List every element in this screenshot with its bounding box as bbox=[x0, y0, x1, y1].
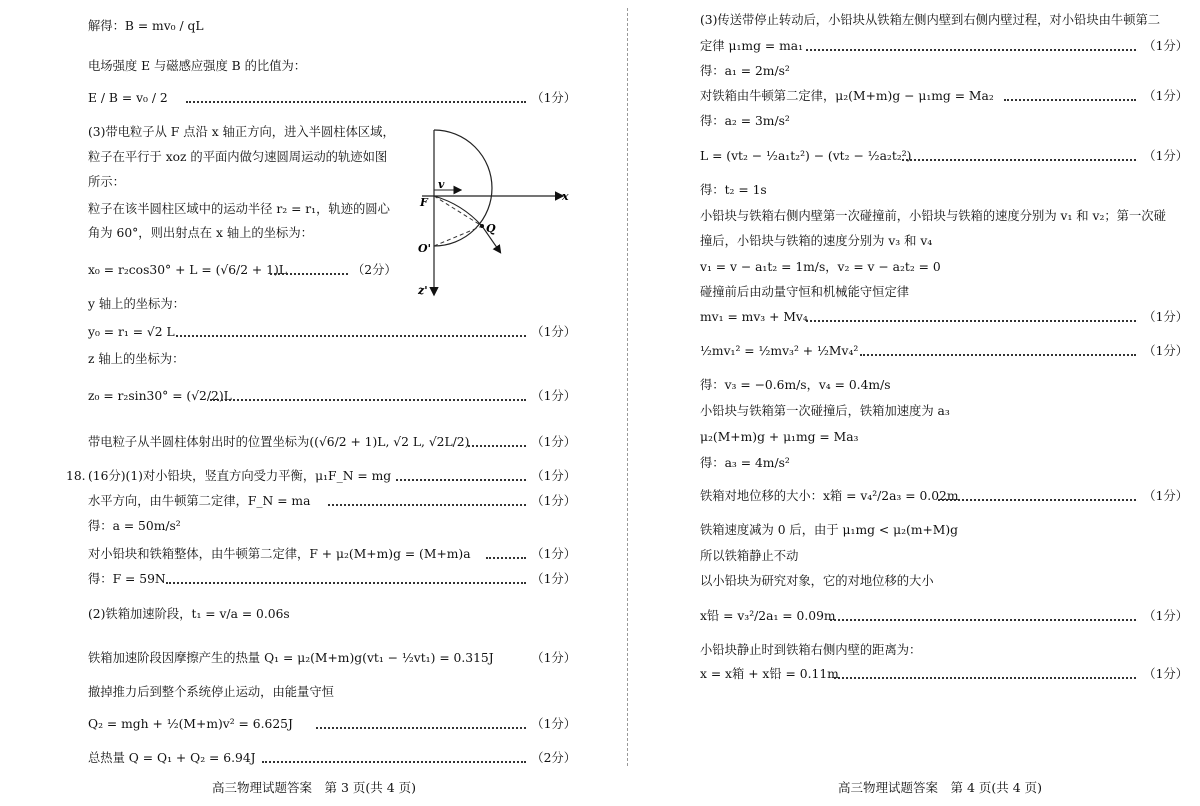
solution-line: (3)带电粒子从 F 点沿 x 轴正方向，进入半圆柱体区域， bbox=[88, 125, 395, 139]
equation: 水平方向，由牛顿第二定律，F_N = ma bbox=[88, 494, 311, 508]
score-mark: （1分） bbox=[531, 494, 576, 508]
solution-line bbox=[88, 716, 576, 732]
equation: (16分)(1)对小铅块，竖直方向受力平衡，μ₁F_N = mg bbox=[88, 469, 392, 483]
page-divider bbox=[627, 8, 629, 766]
O1-label: O' bbox=[418, 242, 431, 255]
score-mark: （1分） bbox=[1143, 89, 1188, 103]
solution-line: 撤掉推力后到整个系统停止运动，由能量守恒 bbox=[88, 685, 334, 699]
F-label: F bbox=[420, 196, 428, 209]
solution-line: 得：a = 50m/s² bbox=[88, 519, 181, 533]
equation: 对铁箱由牛顿第二定律，μ₂(M+m)g − μ₁mg = Ma₂ bbox=[700, 89, 994, 103]
solution-line bbox=[700, 309, 1188, 325]
page-footer: 高三物理试题答案 第 3 页(共 4 页) bbox=[212, 780, 417, 795]
score-mark: （1分） bbox=[531, 469, 576, 483]
dot-leader bbox=[830, 618, 1136, 621]
solution-line: 得：a₃ = 4m/s² bbox=[700, 456, 790, 470]
dot-leader bbox=[806, 319, 1136, 322]
score-mark: （1分） bbox=[1143, 310, 1188, 324]
score-mark: （1分） bbox=[531, 435, 576, 449]
solution-line: 所以铁箱静止不动 bbox=[700, 549, 799, 563]
score-mark: （1分） bbox=[531, 717, 576, 731]
solution-line: 得：a₁ = 2m/s² bbox=[700, 64, 790, 78]
dot-leader bbox=[210, 398, 526, 401]
solution-line: 小铅块与铁箱右侧内壁第一次碰撞前，小铅块与铁箱的速度分别为 v₁ 和 v₂；第一次碰 bbox=[700, 209, 1166, 223]
solution-line: 得：a₂ = 3m/s² bbox=[700, 114, 790, 128]
solution-line: 碰撞前后由动量守恒和机械能守恒定律 bbox=[700, 285, 910, 299]
solution-line bbox=[700, 488, 1188, 504]
score-mark: （1分） bbox=[1143, 609, 1188, 623]
dot-leader bbox=[166, 581, 526, 584]
equation: 定律 μ₁mg = ma₁ bbox=[700, 39, 803, 53]
solution-line: (3)传送带停止转动后，小铅块从铁箱左侧内壁到右侧内壁过程，对小铅块由牛顿第二 bbox=[700, 13, 1161, 27]
equation: Q₂ = mgh + ½(M+m)v² = 6.625J bbox=[88, 717, 293, 731]
page-footer: 高三物理试题答案 第 4 页(共 4 页) bbox=[838, 780, 1043, 795]
dot-leader bbox=[1004, 98, 1136, 101]
score-mark: （1分） bbox=[531, 325, 576, 339]
solution-line bbox=[700, 608, 1188, 624]
solution-line bbox=[88, 90, 576, 106]
solution-line bbox=[88, 606, 576, 622]
solution-line: y 轴上的坐标为： bbox=[88, 297, 185, 311]
equation: 铁箱加速阶段因摩擦产生的热量 Q₁ = μ₂(M+m)g(vt₁ − ½vt₁) = 0.315J bbox=[88, 651, 494, 665]
score-mark: （1分） bbox=[531, 389, 576, 403]
dot-leader bbox=[316, 726, 526, 729]
dot-leader bbox=[860, 353, 1136, 356]
exit-point bbox=[480, 224, 484, 228]
equation: ½mv₁² = ½mv₃² + ½Mv₄² bbox=[700, 344, 859, 358]
dot-leader bbox=[938, 498, 1136, 501]
dot-leader bbox=[902, 158, 1136, 161]
solution-line bbox=[700, 148, 1188, 164]
solution-line bbox=[700, 666, 1188, 682]
dot-leader bbox=[396, 478, 526, 481]
Q-label: Q bbox=[486, 222, 496, 235]
dot-leader bbox=[262, 760, 526, 763]
solution-line bbox=[700, 88, 1188, 104]
score-mark: （1分） bbox=[1143, 149, 1188, 163]
equation: 带电粒子从半圆柱体射出时的位置坐标为((√6/2 + 1)L, √2 L, √2L/2) bbox=[88, 435, 470, 449]
radius-line bbox=[434, 226, 482, 246]
dot-leader bbox=[270, 272, 348, 275]
solution-line: 所示： bbox=[88, 175, 125, 189]
equation: mv₁ = mv₃ + Mv₄ bbox=[700, 310, 808, 324]
solution-line: 角为 60°，则出射点在 x 轴上的坐标为： bbox=[88, 226, 313, 240]
score-mark: （1分） bbox=[531, 572, 576, 586]
score-mark: （1分） bbox=[531, 651, 576, 665]
solution-line: 粒子在该半圆柱区域中的运动半径 r₂ = r₁，轨迹的圆心 bbox=[88, 202, 390, 216]
solution-line bbox=[88, 434, 576, 450]
score-mark: （1分） bbox=[531, 91, 576, 105]
solution-line: 以小铅块为研究对象，它的对地位移的大小 bbox=[700, 574, 934, 588]
dot-leader bbox=[186, 100, 526, 103]
dot-leader bbox=[468, 444, 526, 447]
equation: 总热量 Q = Q₁ + Q₂ = 6.94J bbox=[88, 751, 256, 765]
equation: 铁箱对地位移的大小：x箱 = v₄²/2a₃ = 0.02m bbox=[700, 489, 959, 503]
solution-line bbox=[88, 650, 576, 666]
solution-line bbox=[700, 343, 1188, 359]
solution-line bbox=[700, 38, 1188, 54]
equation: 对小铅块和铁箱整体，由牛顿第二定律，F + μ₂(M+m)g = (M+m)a bbox=[88, 547, 471, 561]
question-number: 18. bbox=[66, 469, 86, 483]
solution-line bbox=[88, 468, 576, 484]
solution-line: μ₂(M+m)g + μ₁mg = Ma₃ bbox=[700, 430, 859, 444]
solution-line: 得：F = 59N bbox=[88, 572, 166, 586]
solution-line: 粒子在平行于 xoz 的平面内做匀速圆周运动的轨迹如图 bbox=[88, 150, 388, 164]
equation: L = (vt₂ − ½a₁t₂²) − (vt₂ − ½a₂t₂²) bbox=[700, 149, 912, 163]
score-mark: （1分） bbox=[1143, 39, 1188, 53]
solution-line bbox=[88, 750, 576, 766]
solution-line bbox=[88, 388, 576, 404]
trajectory-diagram bbox=[412, 124, 582, 302]
dot-leader bbox=[834, 676, 1136, 679]
solution-line bbox=[88, 324, 576, 340]
dot-leader bbox=[176, 334, 526, 337]
equation: x = x箱 + x铅 = 0.11m bbox=[700, 667, 839, 681]
score-mark: （1分） bbox=[531, 547, 576, 561]
x-label: x bbox=[562, 190, 569, 203]
score-mark: （1分） bbox=[1143, 344, 1188, 358]
equation: (2)铁箱加速阶段，t₁ = v/a = 0.06s bbox=[88, 607, 290, 621]
equation: z₀ = r₂sin30° = (√2/2)L bbox=[88, 389, 232, 403]
dot-leader bbox=[486, 556, 526, 559]
dot-leader bbox=[806, 48, 1136, 51]
solution-line: 撞后，小铅块与铁箱的速度分别为 v₃ 和 v₄ bbox=[700, 234, 933, 248]
solution-line bbox=[88, 493, 576, 509]
solution-line: 电场强度 E 与磁感应强度 B 的比值为： bbox=[88, 59, 307, 73]
score-mark: （2分） bbox=[531, 751, 576, 765]
solution-line: 得：v₃ = −0.6m/s，v₄ = 0.4m/s bbox=[700, 378, 891, 392]
solution-line: 小铅块与铁箱第一次碰撞后，铁箱加速度为 a₃ bbox=[700, 404, 950, 418]
solution-line: z 轴上的坐标为： bbox=[88, 352, 185, 366]
equation: x铅 = v₃²/2a₁ = 0.09m bbox=[700, 609, 836, 623]
solution-line: 解得：B = mv₀ / qL bbox=[88, 19, 204, 33]
chord-line bbox=[434, 196, 482, 226]
score-mark: （1分） bbox=[1143, 489, 1188, 503]
solution-line: 得：t₂ = 1s bbox=[700, 183, 767, 197]
dot-leader bbox=[328, 503, 526, 506]
z1-label: z' bbox=[418, 284, 428, 297]
score-mark: （2分） bbox=[352, 263, 397, 277]
score-mark: （1分） bbox=[1143, 667, 1188, 681]
solution-line: 铁箱速度减为 0 后，由于 μ₁mg < μ₂(m+M)g bbox=[700, 523, 959, 537]
solution-line bbox=[88, 546, 576, 562]
solution-line: 小铅块静止时到铁箱右侧内壁的距离为： bbox=[700, 643, 922, 657]
equation: x₀ = r₂cos30° + L = (√6/2 + 1)L bbox=[88, 263, 287, 277]
v-label: v bbox=[438, 178, 445, 191]
equation: y₀ = r₁ = √2 L bbox=[88, 325, 175, 339]
equation: E / B = v₀ / 2 bbox=[88, 91, 168, 105]
solution-line: v₁ = v − a₁t₂ = 1m/s，v₂ = v − a₂t₂ = 0 bbox=[700, 260, 941, 274]
